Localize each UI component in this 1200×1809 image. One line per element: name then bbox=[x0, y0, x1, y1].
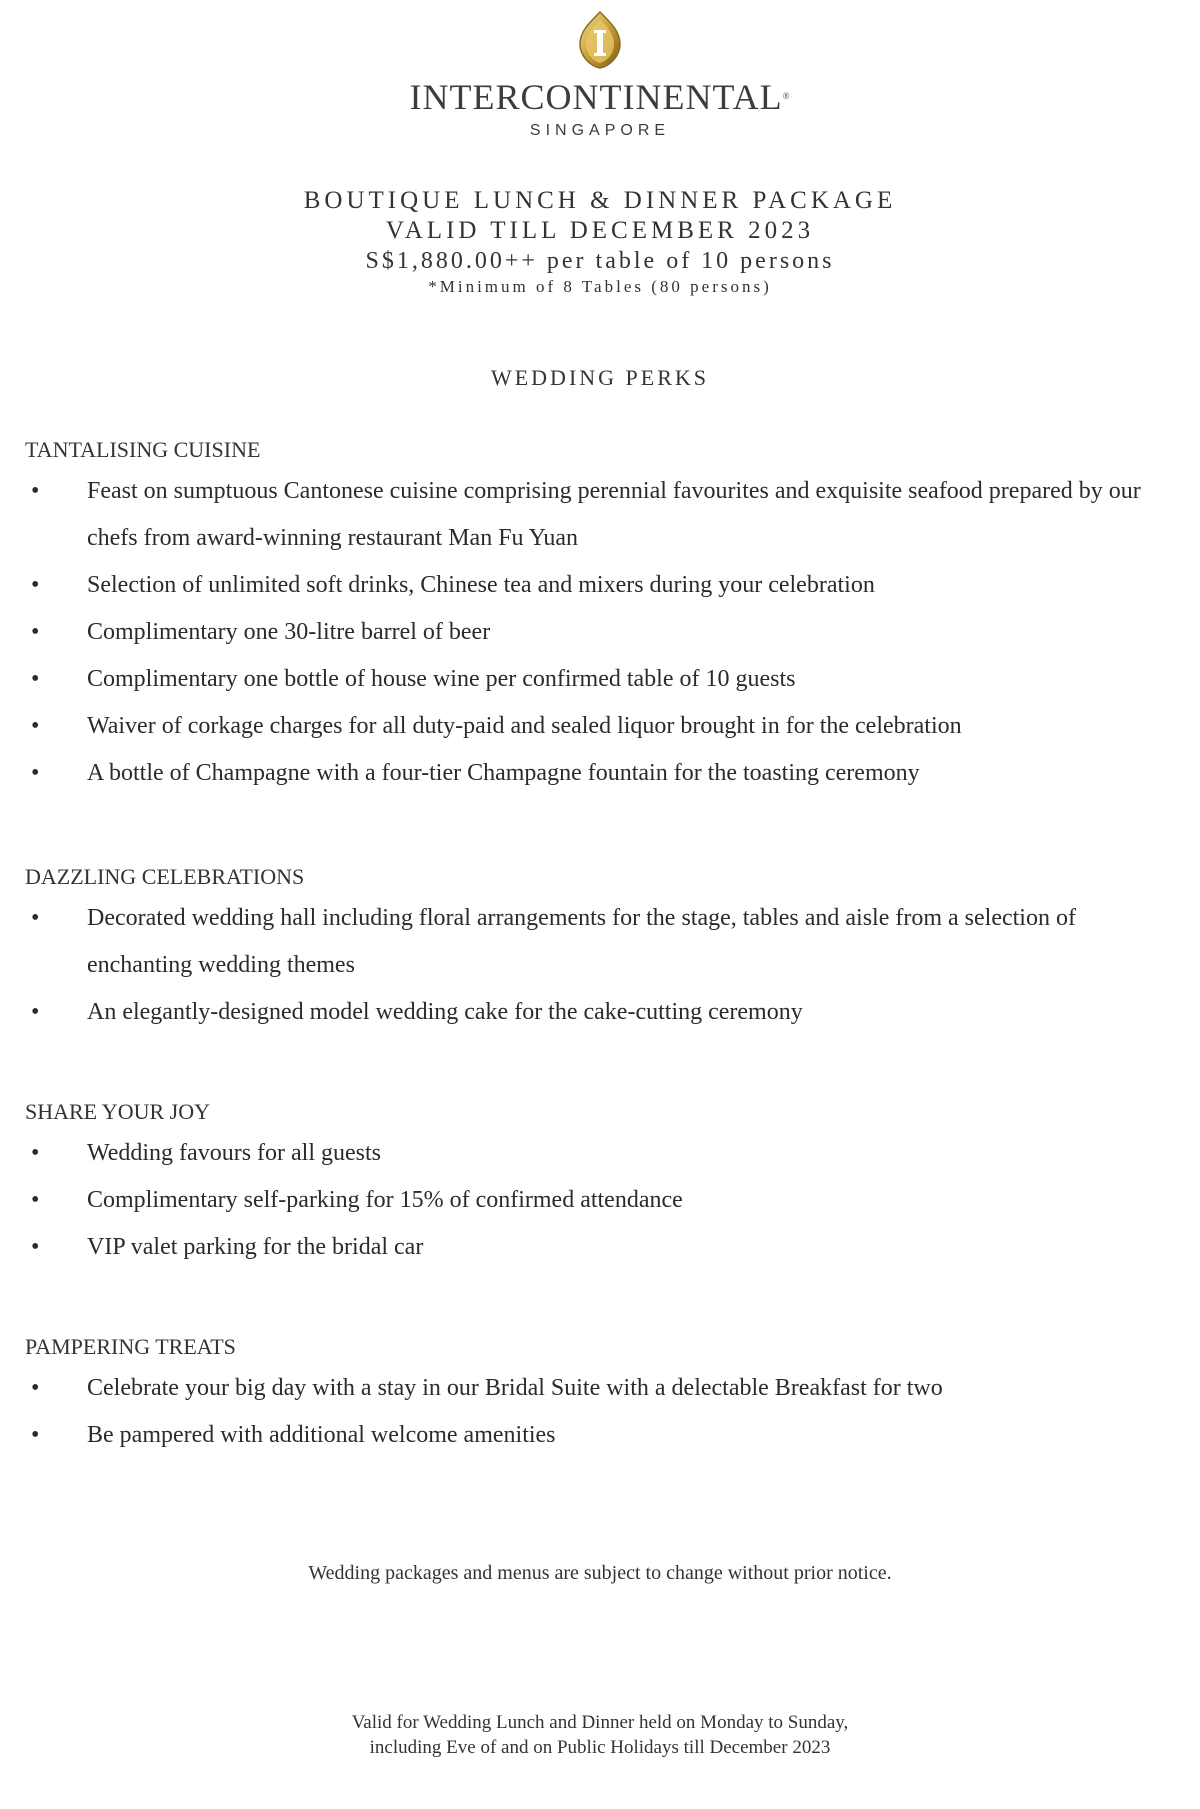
bullet-icon: • bbox=[31, 619, 40, 645]
package-price: S$1,880.00++ per table of 10 persons bbox=[365, 248, 835, 274]
bullet-icon: • bbox=[31, 1140, 40, 1166]
logo bbox=[0, 10, 1200, 140]
section-pampering-treats bbox=[25, 1333, 1175, 1459]
footer-line: Valid for Wedding Lunch and Dinner held on Monday to Sunday, bbox=[351, 1712, 849, 1733]
bullet-icon: • bbox=[31, 905, 40, 931]
bullet-icon: • bbox=[31, 478, 40, 504]
list-item: • Feast on sumptuous Cantonese cuisine comprising perennial favourites and exquisite seafood prepared by our chefs from award-winning restaurant Man Fu Yuan bbox=[25, 468, 1175, 562]
bullet-icon: • bbox=[31, 1187, 40, 1213]
bullet-icon: • bbox=[31, 760, 40, 786]
list-item: • Selection of unlimited soft drinks, Chinese tea and mixers during your celebration bbox=[25, 562, 1175, 609]
section-tantalising-cuisine bbox=[25, 436, 1175, 797]
list-item: • Complimentary one 30-litre barrel of beer bbox=[25, 609, 1175, 656]
list-item: • A bottle of Champagne with a four-tier Champagne fountain for the toasting ceremony bbox=[25, 750, 1175, 797]
intercontinental-emblem-icon bbox=[576, 10, 624, 70]
list-item: • An elegantly-designed model wedding cake for the cake-cutting ceremony bbox=[25, 989, 1175, 1036]
list-item: • Wedding favours for all guests bbox=[25, 1130, 1175, 1177]
list-item: • Celebrate your big day with a stay in our Bridal Suite with a delectable Breakfast for two bbox=[25, 1365, 1175, 1412]
bullet-icon: • bbox=[31, 999, 40, 1025]
bullet-icon: • bbox=[31, 1375, 40, 1401]
brand-name: INTERCONTINENTAL® bbox=[409, 77, 791, 117]
bullet-icon: • bbox=[31, 666, 40, 692]
bullet-icon: • bbox=[31, 1422, 40, 1448]
list-item: • Decorated wedding hall including floral arrangements for the stage, tables and aisle from a selection of enchanting wedding themes bbox=[25, 895, 1175, 989]
footer-line: including Eve of and on Public Holidays till December 2023 bbox=[369, 1737, 831, 1758]
list-item: • Waiver of corkage charges for all duty-paid and sealed liquor brought in for the celebration bbox=[25, 703, 1175, 750]
list-item: • VIP valet parking for the bridal car bbox=[25, 1224, 1175, 1271]
section-share-your-joy bbox=[25, 1098, 1175, 1271]
package-title: BOUTIQUE LUNCH & DINNER PACKAGE bbox=[303, 187, 897, 214]
bullet-icon: • bbox=[31, 713, 40, 739]
change-notice: Wedding packages and menus are subject to change without prior notice. bbox=[308, 1562, 892, 1584]
validity-footer bbox=[0, 1710, 1200, 1760]
package-validity: VALID TILL DECEMBER 2023 bbox=[385, 217, 815, 244]
list-item: • Complimentary self-parking for 15% of confirmed attendance bbox=[25, 1177, 1175, 1224]
list-item: • Be pampered with additional welcome amenities bbox=[25, 1412, 1175, 1459]
list-item: • Complimentary one bottle of house wine per confirmed table of 10 guests bbox=[25, 656, 1175, 703]
brand-location: SINGAPORE bbox=[529, 122, 671, 139]
bullet-icon: • bbox=[31, 1234, 40, 1260]
section-title: TANTALISING CUISINE bbox=[25, 437, 261, 462]
package-minimum: *Minimum of 8 Tables (80 persons) bbox=[428, 277, 772, 296]
section-title: DAZZLING CELEBRATIONS bbox=[25, 864, 305, 889]
wedding-perks-heading: WEDDING PERKS bbox=[490, 365, 710, 390]
section-title: PAMPERING TREATS bbox=[25, 1334, 236, 1359]
section-dazzling-celebrations bbox=[25, 863, 1175, 1036]
bullet-icon: • bbox=[31, 572, 40, 598]
section-title: SHARE YOUR JOY bbox=[25, 1099, 210, 1124]
